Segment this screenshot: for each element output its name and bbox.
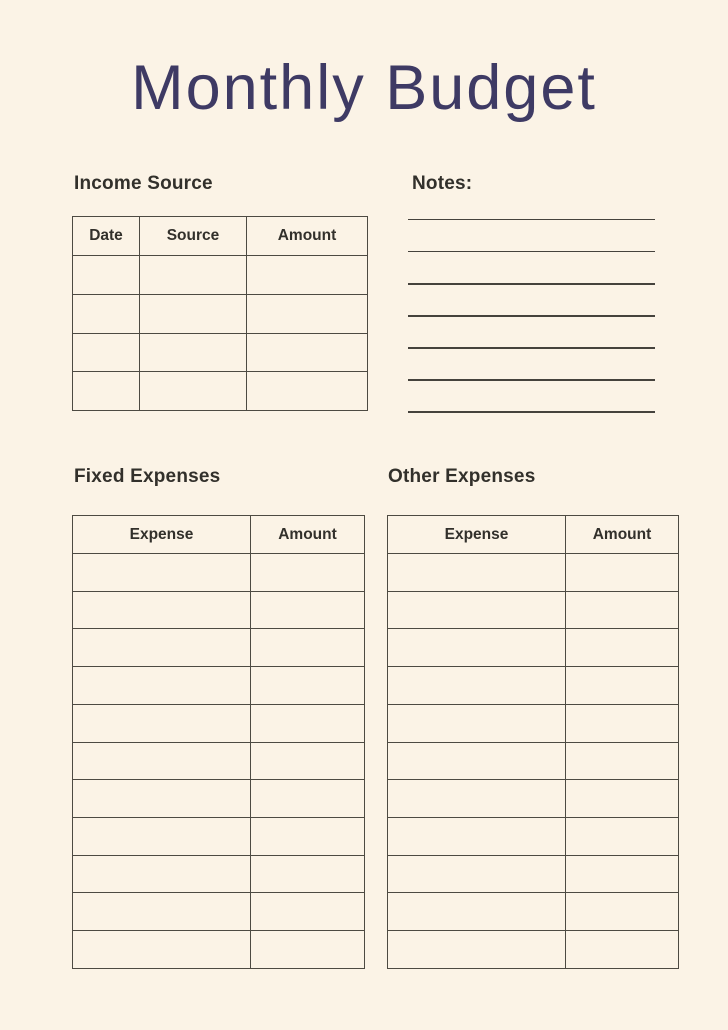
notes-ruled-lines bbox=[408, 219, 655, 444]
fixed_expenses-table-row bbox=[73, 818, 365, 856]
fixed_expenses-table-row bbox=[73, 554, 365, 592]
income-empty-cell bbox=[73, 256, 140, 295]
income-empty-cell bbox=[73, 294, 140, 333]
other_expenses-empty-cell bbox=[566, 704, 679, 742]
income-empty-cell bbox=[140, 372, 247, 411]
other-col-amount: Amount bbox=[566, 516, 679, 554]
note-line bbox=[408, 379, 655, 380]
fixed_expenses-empty-cell bbox=[251, 591, 365, 629]
income-source-table bbox=[72, 216, 368, 411]
income-col-date: Date bbox=[73, 217, 140, 256]
income-table-row bbox=[73, 256, 368, 295]
fixed_expenses-empty-cell bbox=[73, 818, 251, 856]
income-col-source: Source bbox=[140, 217, 247, 256]
other_expenses-empty-cell bbox=[388, 704, 566, 742]
other_expenses-empty-cell bbox=[388, 742, 566, 780]
income-empty-cell bbox=[73, 333, 140, 372]
fixed_expenses-table-row bbox=[73, 704, 365, 742]
fixed_expenses-empty-cell bbox=[251, 704, 365, 742]
fixed_expenses-table-row bbox=[73, 893, 365, 931]
other_expenses-table-row bbox=[388, 855, 679, 893]
other_expenses-table-row bbox=[388, 591, 679, 629]
fixed_expenses-empty-cell bbox=[251, 667, 365, 705]
other_expenses-empty-cell bbox=[388, 893, 566, 931]
fixed_expenses-empty-cell bbox=[73, 591, 251, 629]
other_expenses-empty-cell bbox=[566, 629, 679, 667]
other_expenses-empty-cell bbox=[388, 931, 566, 969]
income-table-row bbox=[73, 372, 368, 411]
income-empty-cell bbox=[140, 333, 247, 372]
fixed_expenses-empty-cell bbox=[73, 742, 251, 780]
other-col-expense: Expense bbox=[388, 516, 566, 554]
fixed_expenses-table-row bbox=[73, 591, 365, 629]
fixed-expenses-table bbox=[72, 515, 365, 969]
fixed_expenses-empty-cell bbox=[251, 742, 365, 780]
other_expenses-empty-cell bbox=[388, 818, 566, 856]
fixed-expenses-header-row bbox=[73, 516, 365, 554]
other_expenses-empty-cell bbox=[388, 667, 566, 705]
fixed-col-amount: Amount bbox=[251, 516, 365, 554]
fixed_expenses-empty-cell bbox=[73, 855, 251, 893]
income-table-row bbox=[73, 294, 368, 333]
income-empty-cell bbox=[247, 294, 368, 333]
note-line bbox=[408, 219, 655, 220]
other_expenses-table-row bbox=[388, 742, 679, 780]
fixed_expenses-table-row bbox=[73, 855, 365, 893]
fixed_expenses-empty-cell bbox=[73, 893, 251, 931]
other_expenses-empty-cell bbox=[566, 742, 679, 780]
fixed_expenses-table-row bbox=[73, 780, 365, 818]
note-line bbox=[408, 251, 655, 252]
other_expenses-empty-cell bbox=[566, 931, 679, 969]
fixed_expenses-empty-cell bbox=[251, 931, 365, 969]
other_expenses-table-row bbox=[388, 780, 679, 818]
other_expenses-table-row bbox=[388, 893, 679, 931]
other_expenses-empty-cell bbox=[566, 780, 679, 818]
other_expenses-table-row bbox=[388, 931, 679, 969]
fixed_expenses-empty-cell bbox=[73, 667, 251, 705]
other_expenses-empty-cell bbox=[566, 855, 679, 893]
fixed_expenses-empty-cell bbox=[73, 704, 251, 742]
fixed-expenses-heading: Fixed Expenses bbox=[74, 466, 221, 487]
other_expenses-empty-cell bbox=[566, 554, 679, 592]
note-line bbox=[408, 411, 655, 412]
income-col-amount: Amount bbox=[247, 217, 368, 256]
page-title: Monthly Budget bbox=[131, 53, 597, 123]
income-empty-cell bbox=[73, 372, 140, 411]
fixed_expenses-table-row bbox=[73, 629, 365, 667]
other_expenses-table-row bbox=[388, 704, 679, 742]
fixed_expenses-empty-cell bbox=[251, 855, 365, 893]
income-empty-cell bbox=[247, 256, 368, 295]
other_expenses-table-row bbox=[388, 554, 679, 592]
other-expenses-header-row bbox=[388, 516, 679, 554]
fixed_expenses-empty-cell bbox=[73, 780, 251, 818]
income-empty-cell bbox=[140, 294, 247, 333]
other_expenses-empty-cell bbox=[388, 591, 566, 629]
fixed_expenses-empty-cell bbox=[251, 893, 365, 931]
other_expenses-table-row bbox=[388, 818, 679, 856]
fixed_expenses-empty-cell bbox=[251, 780, 365, 818]
fixed_expenses-table-row bbox=[73, 667, 365, 705]
fixed_expenses-empty-cell bbox=[73, 931, 251, 969]
other_expenses-table-row bbox=[388, 629, 679, 667]
income-empty-cell bbox=[140, 256, 247, 295]
income-empty-cell bbox=[247, 372, 368, 411]
other_expenses-empty-cell bbox=[388, 780, 566, 818]
other_expenses-empty-cell bbox=[566, 667, 679, 705]
other_expenses-empty-cell bbox=[566, 893, 679, 931]
income-source-heading: Income Source bbox=[74, 173, 213, 194]
other_expenses-empty-cell bbox=[566, 818, 679, 856]
fixed_expenses-empty-cell bbox=[251, 818, 365, 856]
note-line bbox=[408, 347, 655, 348]
other_expenses-empty-cell bbox=[388, 554, 566, 592]
other-expenses-table bbox=[387, 515, 679, 969]
other_expenses-empty-cell bbox=[566, 591, 679, 629]
income-header-row bbox=[73, 217, 368, 256]
income-empty-cell bbox=[247, 333, 368, 372]
income-table-row bbox=[73, 333, 368, 372]
fixed_expenses-empty-cell bbox=[73, 629, 251, 667]
notes-heading: Notes: bbox=[412, 173, 473, 194]
fixed_expenses-empty-cell bbox=[251, 554, 365, 592]
fixed_expenses-table-row bbox=[73, 742, 365, 780]
fixed_expenses-empty-cell bbox=[251, 629, 365, 667]
other_expenses-table-row bbox=[388, 667, 679, 705]
fixed_expenses-table-row bbox=[73, 931, 365, 969]
note-line bbox=[408, 283, 655, 284]
other-expenses-heading: Other Expenses bbox=[388, 466, 536, 487]
fixed-col-expense: Expense bbox=[73, 516, 251, 554]
fixed_expenses-empty-cell bbox=[73, 554, 251, 592]
other_expenses-empty-cell bbox=[388, 629, 566, 667]
other_expenses-empty-cell bbox=[388, 855, 566, 893]
note-line bbox=[408, 315, 655, 316]
